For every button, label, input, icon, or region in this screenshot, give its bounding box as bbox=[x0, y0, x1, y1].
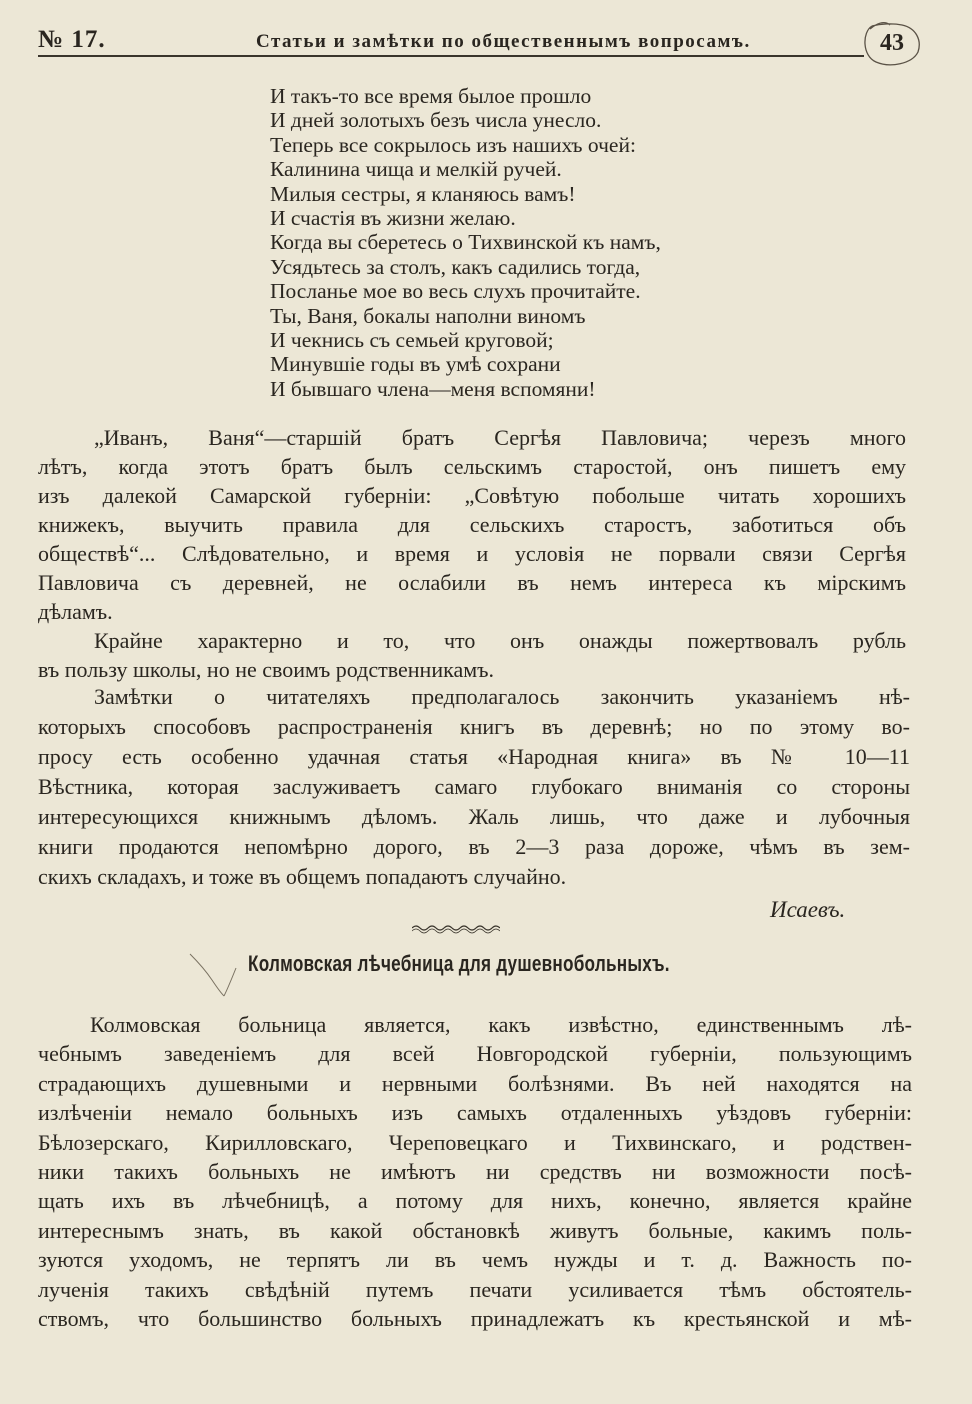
text-line: лѣтъ, когда этотъ братъ былъ сельскимъ старостой, онъ пишетъ ему bbox=[38, 454, 906, 479]
poem-line: И бывшаго члена—меня вспомяни! bbox=[270, 376, 596, 401]
paragraph-kolmovo bbox=[38, 1010, 912, 1333]
wavy-divider bbox=[412, 922, 500, 934]
text-line: лученія такихъ свѣдѣній путемъ печати усиливается тѣмъ обстоятель- bbox=[38, 1276, 912, 1302]
section-title: Колмовская лѣчебница для душевнобольныхъ. bbox=[248, 951, 670, 976]
poem-line: Милыя сестры, я кланяюсь вамъ! bbox=[270, 181, 576, 206]
text-line: Замѣтки о читателяхъ предполагалось закончить указаніемъ нѣ- bbox=[94, 684, 910, 709]
text-line: которыхъ способовъ распространенія книгъ въ деревнѣ; но по этому во- bbox=[38, 714, 910, 739]
text-line: просу есть особенно удачная статья «Народная книга» въ № 10—11 bbox=[38, 744, 910, 769]
poem-line: И такъ-то все время былое прошло bbox=[270, 84, 592, 108]
text-line: страдающихъ душевными и нервными болѣзнями. Въ ней находятся на bbox=[38, 1070, 912, 1096]
text-line: интереснымъ знать, въ какой обстановкѣ живутъ больные, какимъ поль- bbox=[38, 1217, 912, 1243]
poem-line: И дней золотыхъ безъ числа унесло. bbox=[270, 108, 602, 133]
text-line: изъ далекой Самарской губерніи: „Совѣтую побольше читать хорошихъ bbox=[38, 483, 906, 508]
text-line: книги продаются непомѣрно дорого, въ 2—3 раза дороже, чѣмъ въ зем- bbox=[38, 834, 910, 859]
author-signature: Исаевъ. bbox=[770, 897, 846, 922]
text-line: Крайне характерно и то, что онъ онажды пожертвовалъ рубль bbox=[94, 628, 906, 653]
pencil-mark bbox=[188, 950, 248, 1000]
text-line: „Иванъ, Ваня“—старшій братъ Сергѣя Павловича; черезъ много bbox=[94, 425, 906, 450]
page-number: 43 bbox=[880, 30, 904, 56]
poem-line: Посланье мое во весь слухъ прочитайте. bbox=[270, 279, 641, 304]
header-rule bbox=[38, 55, 864, 57]
poem-line: Калинина чища и мелкій ручей. bbox=[270, 157, 562, 182]
text-line: зуются уходомъ, не терпятъ ли въ чемъ нужды и т. д. Важность по- bbox=[38, 1247, 912, 1273]
text-line: ствомъ, что большинство больныхъ принадлежатъ къ крестьянской и мѣ- bbox=[38, 1306, 912, 1332]
poem bbox=[270, 84, 661, 401]
text-line: Вѣстника, которая заслуживаетъ самаго глубокаго вниманія со стороны bbox=[38, 774, 910, 799]
paragraph-characteristic bbox=[38, 626, 906, 684]
poem-line: И счастія въ жизни желаю. bbox=[270, 206, 516, 231]
text-line: интересующихся книжнымъ дѣломъ. Жаль лишь, что даже и лубочныя bbox=[38, 804, 910, 829]
text-line: дѣламъ. bbox=[38, 599, 113, 624]
poem-line: Когда вы сберетесь о Тихвинской къ намъ, bbox=[270, 230, 661, 255]
running-header bbox=[38, 22, 916, 58]
poem-line: И чекнись съ семьей круговой; bbox=[270, 328, 554, 353]
paragraph-ivan bbox=[38, 423, 906, 626]
paragraph-readers bbox=[38, 682, 910, 892]
running-title: Статьи и замѣтки по общественнымъ вопросамъ. bbox=[256, 31, 751, 52]
text-line: излѣченіи немало больныхъ изъ самыхъ отдаленныхъ уѣздовъ губерніи: bbox=[38, 1100, 912, 1126]
text-line: обществѣ“... Слѣдовательно, и время и условія не порвали связи Сергѣя bbox=[38, 541, 906, 566]
text-line: щать ихъ въ лѣчебницѣ, а потому для нихъ, конечно, является крайне bbox=[38, 1188, 912, 1214]
text-line: скихъ складахъ, и тоже въ общемъ попадаютъ случайно. bbox=[38, 864, 567, 889]
issue-number: № 17. bbox=[38, 26, 106, 53]
poem-line: Усядьтесь за столъ, какъ садились тогда, bbox=[270, 254, 641, 279]
text-line: Бѣлозерскаго, Кирилловскаго, Череповецкаго и Тихвинскаго, и родствен- bbox=[38, 1129, 912, 1155]
text-line: въ пользу школы, но не своимъ родственникамъ. bbox=[38, 657, 495, 682]
text-line: Колмовская больница является, какъ извѣстно, единственнымъ лѣ- bbox=[90, 1012, 912, 1037]
poem-line: Минувшіе годы въ умѣ сохрани bbox=[270, 352, 561, 377]
text-line: Павловича съ деревней, не ослабили въ немъ интереса къ мірскимъ bbox=[38, 570, 906, 595]
poem-line: Теперь все сокрылось изъ нашихъ очей: bbox=[270, 132, 636, 157]
text-line: чебнымъ заведеніемъ для всей Новгородской губерніи, пользующимъ bbox=[38, 1041, 912, 1067]
poem-line: Ты, Ваня, бокалы наполни виномъ bbox=[270, 303, 586, 328]
text-line: ники такихъ больныхъ не имѣютъ ни средствъ ни возможности посѣ- bbox=[38, 1159, 912, 1185]
text-line: книжекъ, выучить правила для сельскихъ старостъ, заботиться объ bbox=[38, 512, 906, 537]
